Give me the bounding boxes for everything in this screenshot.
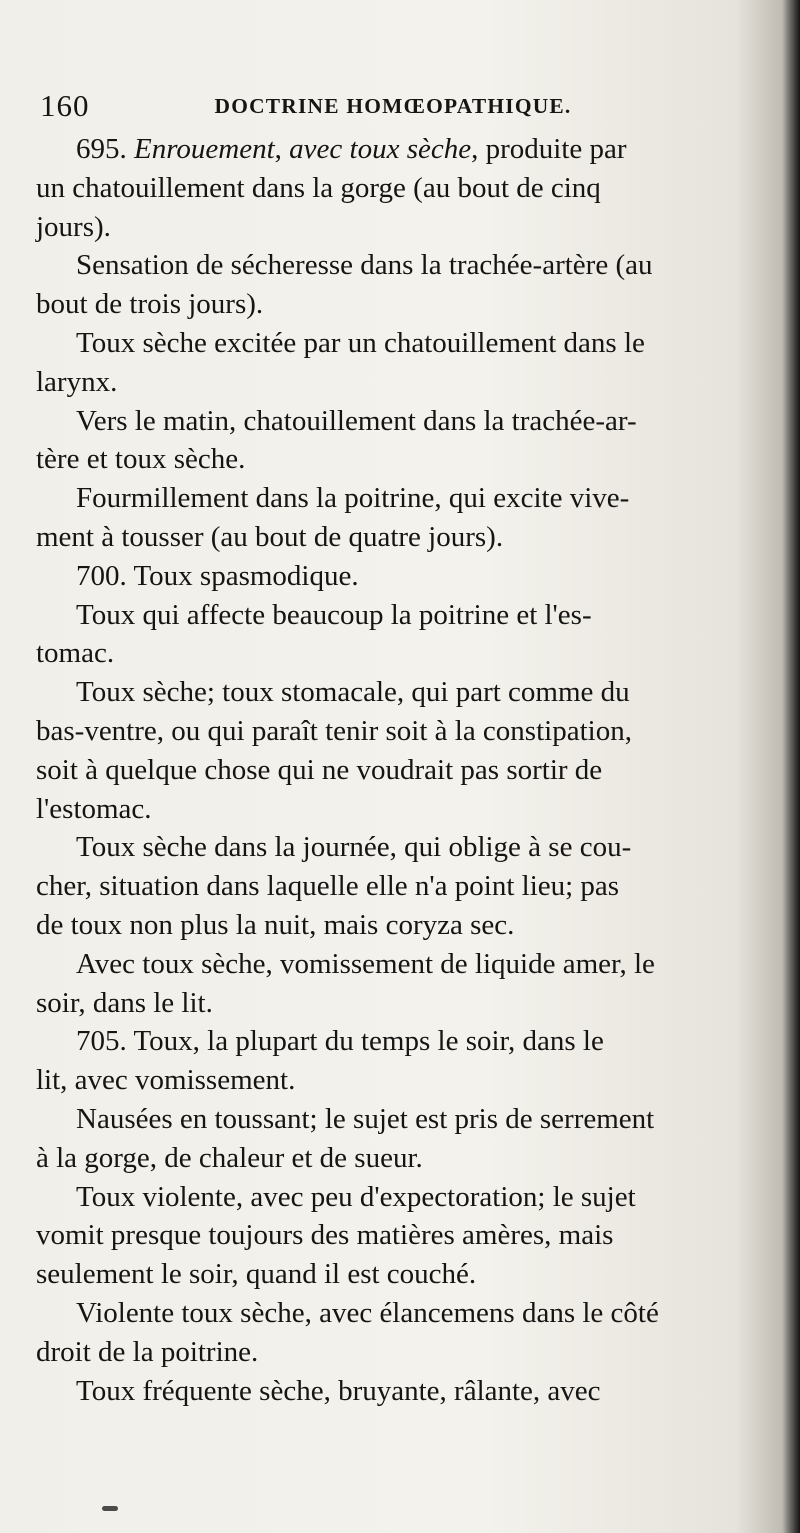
italic-term: avec toux sèche (289, 133, 472, 165)
text-line: soit à quelque chose qui ne voudrait pas sortir de (36, 753, 603, 786)
italic-term: Enrouement (134, 133, 275, 165)
text-line: jours). (36, 210, 111, 243)
text-line: Toux violente, avec peu d'expectoration; le sujet (76, 1180, 636, 1213)
text-line: Nausées en toussant; le sujet est pris de serrement (76, 1102, 655, 1135)
text-line: ment à tousser (au bout de quatre jours). (36, 520, 504, 553)
text-line: soir, dans le lit. (36, 986, 213, 1019)
text-line: larynx. (36, 365, 118, 398)
text-line: Toux sèche; toux stomacale, qui part comme du (76, 676, 630, 709)
page-edge-shadow (782, 0, 800, 1533)
body-text (36, 130, 766, 1410)
text-line: Sensation de sécheresse dans la trachée-artère (au (76, 249, 653, 282)
text-line: 700. Toux spasmodique. (76, 559, 359, 592)
running-title: DOCTRINE HOMŒOPATHIQUE. (214, 94, 572, 118)
text-line: un chatouillement dans la gorge (au bout de cinq (36, 171, 601, 204)
paragraph-695-line-1 (36, 130, 766, 169)
text-line: tomac. (36, 637, 115, 670)
entry-number: 695. (76, 133, 127, 165)
text-line: Vers le matin, chatouillement dans la trachée-ar- (76, 404, 637, 437)
text-line: à la gorge, de chaleur et de sueur. (36, 1141, 423, 1174)
text-line: bas-ventre, ou qui paraît tenir soit à la constipation, (36, 714, 632, 747)
text-line: droit de la poitrine. (36, 1335, 259, 1368)
ink-smudge (102, 1506, 118, 1511)
text-run: , produite par (471, 133, 627, 165)
text-line: cher, situation dans laquelle elle n'a point lieu; pas (36, 870, 620, 903)
text-line: de toux non plus la nuit, mais coryza sec. (36, 908, 515, 941)
text-line: tère et toux sèche. (36, 443, 246, 476)
separator: , (274, 133, 290, 165)
text-line: bout de trois jours). (36, 288, 264, 321)
text-line: Toux sèche dans la journée, qui oblige à se cou- (76, 831, 632, 864)
text-line: lit, avec vomissement. (36, 1064, 296, 1097)
text-line: seulement le soir, quand il est couché. (36, 1258, 477, 1291)
text-line: Avec toux sèche, vomissement de liquide amer, le (76, 947, 655, 980)
text-line: 705. Toux, la plupart du temps le soir, dans le (76, 1025, 604, 1058)
text-line: Violente toux sèche, avec élancemens dans le côté (76, 1296, 659, 1329)
text-line: Toux sèche excitée par un chatouillement dans le (76, 326, 645, 359)
text-line: Fourmillement dans la poitrine, qui excite vive- (76, 482, 630, 515)
text-line: Toux qui affecte beaucoup la poitrine et l'es- (76, 598, 592, 631)
page-header (40, 88, 740, 128)
page-number: 160 (40, 88, 90, 123)
text-line: Toux fréquente sèche, bruyante, râlante, avec (76, 1374, 601, 1407)
text-line: l'estomac. (36, 792, 152, 825)
text-line: vomit presque toujours des matières amères, mais (36, 1219, 614, 1252)
